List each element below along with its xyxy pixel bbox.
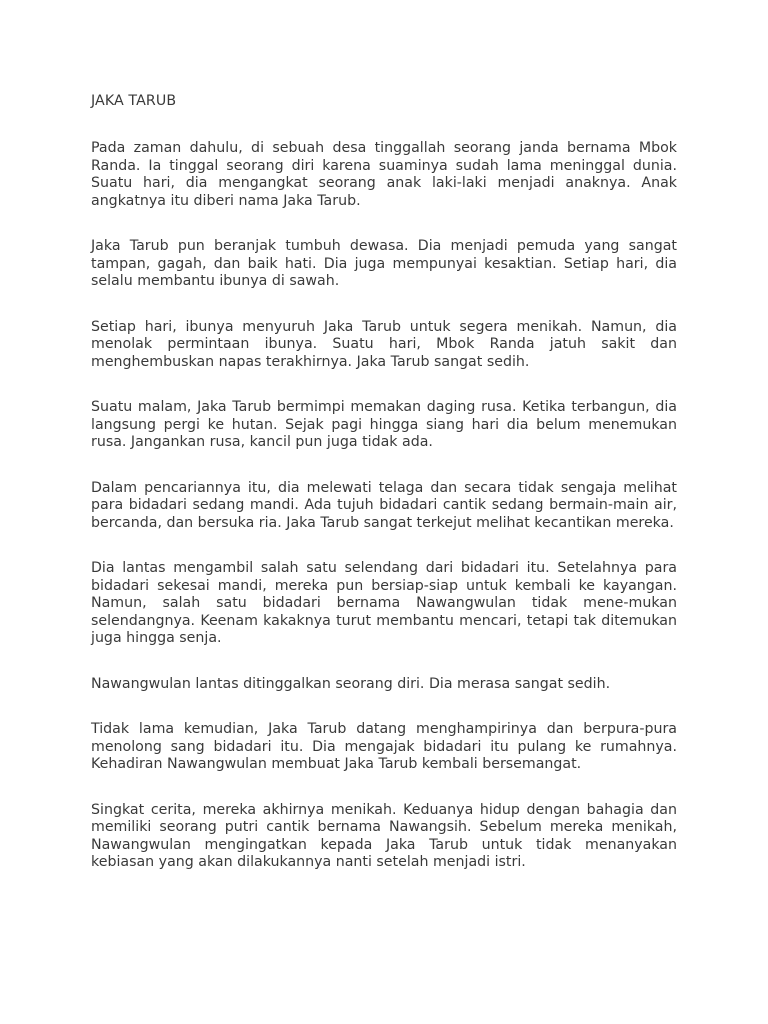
document-page <box>91 93 677 900</box>
paragraph-1: Pada zaman dahulu, di sebuah desa tinggallah seorang janda bernama Mbok Randa. Ia tinggal seorang diri karena suaminya sudah lama meninggal dunia. Suatu hari, dia mengangkat seorang anak laki-laki menjadi anaknya. Anak angkatnya itu diberi nama Jaka Tarub. <box>91 140 677 209</box>
paragraph-8: Tidak lama kemudian, Jaka Tarub datang menghampirinya dan berpura-pura menolong sang bidadari itu. Dia mengajak bidadari itu pulang ke rumahnya. Kehadiran Nawangwulan membuat Jaka Tarub kembali bersemangat. <box>91 721 677 772</box>
paragraph-7: Nawangwulan lantas ditinggalkan seorang diri. Dia merasa sangat sedih. <box>91 675 611 692</box>
paragraph-9: Singkat cerita, mereka akhirnya menikah. Keduanya hidup dengan bahagia dan memiliki seorang putri cantik bernama Nawangsih. Sebelum mereka menikah, Nawangwulan mengingatkan kepada Jaka Tarub untuk tidak menanyakan kebiasan yang akan dilakukannya nanti setelah menjadi istri. <box>91 801 677 870</box>
paragraph-5: Dalam pencariannya itu, dia melewati telaga dan secara tidak sengaja melihat para bidadari sedang mandi. Ada tujuh bidadari cantik sedang bermain-main air, bercanda, dan bersuka ria. Jaka Tarub sangat terkejut melihat kecantikan mereka. <box>91 479 677 531</box>
paragraph-6: Dia lantas mengambil salah satu selendang dari bidadari itu. Setelahnya para bidadari sekesai mandi, mereka pun bersiap-siap untuk kembali ke kayangan. Namun, salah satu bidadari bernama Nawangwulan tidak mene-mukan selendangnya. Keenam kakaknya turut membantu mencari, tetapi tak ditemukan juga hingga senja. <box>91 560 677 646</box>
paragraph-3: Setiap hari, ibunya menyuruh Jaka Tarub untuk segera menikah. Namun, dia menolak permintaan ibunya. Suatu hari, Mbok Randa jatuh sakit dan menghembuskan napas terakhirnya. Jaka Tarub sangat sedih. <box>91 318 677 370</box>
paragraph-4: Suatu malam, Jaka Tarub bermimpi memakan daging rusa. Ketika terbangun, dia langsung pergi ke hutan. Sejak pagi hingga siang hari dia belum menemukan rusa. Jangankan rusa, kancil pun juga tidak ada. <box>91 399 677 450</box>
paragraph-2: Jaka Tarub pun beranjak tumbuh dewasa. Dia menjadi pemuda yang sangat tampan, gagah, dan baik hati. Dia juga mempunyai kesaktian. Setiap hari, dia selalu membantu ibunya di sawah. <box>91 238 677 289</box>
document-title: JAKA TARUB <box>91 93 177 109</box>
